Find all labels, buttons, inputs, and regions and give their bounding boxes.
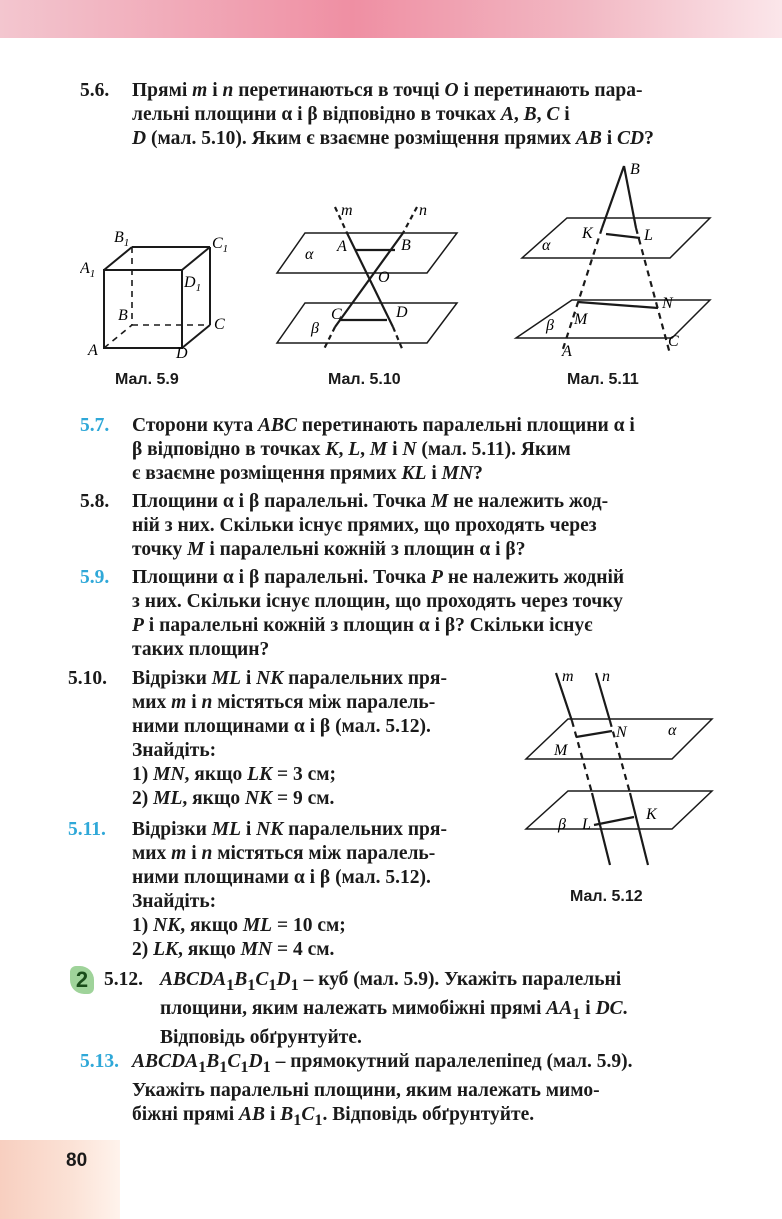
label-beta: β — [546, 317, 554, 334]
text-line: 2) LK, якщо MN = 4 см. — [132, 939, 335, 960]
label-n: n — [419, 202, 427, 219]
exercise-text — [132, 818, 508, 962]
label-alpha: α — [668, 722, 677, 739]
exercise-text — [132, 414, 720, 486]
label-D: D — [176, 345, 188, 360]
exercise-number: 5.8. — [80, 491, 110, 512]
text-line: P і паралельні кожній з площин α і β? Скільки існує — [132, 615, 593, 636]
parallel-segments-diagram — [522, 665, 714, 875]
figure-5-11 — [512, 158, 712, 363]
label-M: M — [554, 742, 568, 759]
caption-5-12: Мал. 5.12 — [570, 888, 643, 905]
label-D1: $D_1$ — [184, 274, 202, 294]
label-beta: β — [311, 320, 319, 337]
text-line: Площини α і β паралельні. Точка P не належить жодній — [132, 567, 625, 588]
text-line: β відповідно в точках K, L, M і N (мал. 5.11). Яким — [132, 439, 571, 460]
exercise-number: 5.12. — [104, 969, 143, 990]
label-M: M — [574, 311, 588, 328]
label-m: m — [562, 668, 574, 685]
label-A: A — [337, 238, 347, 255]
label-C: C — [214, 316, 225, 333]
exercise-5-6 — [80, 79, 720, 155]
label-beta: β — [558, 816, 566, 833]
text-line: $ABCDA_1B_1C_1D_1$ – прямокутний паралелепіпед (мал. 5.9). — [132, 1051, 633, 1076]
page-corner-decor — [0, 1140, 120, 1219]
text-line: є взаємне розміщення прямих KL і MN? — [132, 463, 483, 484]
exercise-5-13 — [80, 1050, 724, 1129]
label-C: C — [668, 333, 679, 350]
exercise-number: 5.10. — [68, 668, 107, 689]
exercise-text — [132, 566, 720, 662]
label-B: B — [401, 237, 411, 254]
label-alpha: α — [542, 237, 551, 254]
text-line: D (мал. 5.10). Яким є взаємне розміщення прямих AB і CD? — [132, 128, 654, 149]
exercise-number: 5.13. — [80, 1051, 119, 1072]
label-K: K — [582, 225, 593, 242]
text-line: площини, яким належать мимобіжні прямі $AA_1$ і DC. — [160, 997, 628, 1023]
caption-5-11: Мал. 5.11 — [567, 371, 639, 388]
cube-diagram — [80, 225, 240, 360]
exercise-text — [160, 968, 724, 1050]
text-line: Укажіть паралельні площини, яким належать мимо- — [132, 1079, 600, 1101]
figure-5-9 — [80, 225, 240, 360]
exercise-number: 5.11. — [68, 819, 106, 840]
label-L: L — [582, 816, 591, 833]
exercise-text — [132, 79, 720, 151]
label-K: K — [646, 806, 657, 823]
figure-5-10 — [275, 195, 465, 360]
exercise-text — [132, 667, 508, 811]
text-line: таких площин? — [132, 639, 270, 660]
label-N: N — [662, 295, 673, 312]
label-A: A — [562, 343, 572, 360]
figure-5-12 — [522, 665, 714, 875]
text-line: ними площинами α і β (мал. 5.12). — [132, 867, 431, 888]
text-line: Знайдіть: — [132, 891, 217, 912]
caption-5-10: Мал. 5.10 — [328, 371, 401, 388]
text-line: точку M і паралельні кожній з площин α і β? — [132, 539, 526, 560]
text-line: Відповідь обґрунтуйте. — [160, 1026, 362, 1048]
exercise-text — [132, 490, 720, 562]
label-A: A — [88, 342, 98, 359]
label-C: C — [331, 306, 342, 323]
top-decor-band — [0, 0, 782, 38]
exercise-number: 5.7. — [80, 415, 110, 436]
exercise-5-7 — [80, 414, 720, 490]
text-line: ними площинами α і β (мал. 5.12). — [132, 716, 431, 737]
text-line: мих m і n містяться між паралель- — [132, 692, 436, 713]
text-line: $ABCDA_1B_1C_1D_1$ – куб (мал. 5.9). Укажіть паралельні — [160, 969, 622, 994]
exercise-number: 5.9. — [80, 567, 110, 588]
label-N: N — [616, 724, 627, 741]
text-line: Сторони кута ABC перетинають паралельні площини α і — [132, 415, 635, 436]
text-line: 2) ML, якщо NK = 9 см. — [132, 788, 335, 809]
exercise-5-8 — [80, 490, 720, 566]
text-line: Відрізки ML і NK паралельних пря- — [132, 668, 447, 689]
exercise-5-10 — [68, 667, 508, 815]
text-line: Знайдіть: — [132, 740, 217, 761]
text-line: біжні прямі AB і $B_1C_1$. Відповідь обґрунтуйте. — [132, 1103, 535, 1129]
label-alpha: α — [305, 246, 314, 263]
text-line: мих m і n містяться між паралель- — [132, 843, 436, 864]
label-n: n — [602, 668, 610, 685]
exercise-number: 5.6. — [80, 80, 110, 101]
text-line: лельні площини α і β відповідно в точках A, B, C і — [132, 104, 570, 125]
label-C1: $C_1$ — [212, 235, 229, 255]
angle-planes-diagram — [512, 158, 712, 363]
label-B1: $B_1$ — [114, 229, 130, 249]
exercise-5-9 — [80, 566, 720, 666]
text-line: 1) MN, якщо LK = 3 см; — [132, 764, 337, 785]
page-number: 80 — [66, 1150, 88, 1171]
label-A1: $A_1$ — [80, 260, 96, 280]
label-B: B — [630, 161, 640, 178]
text-line: 1) NK, якщо ML = 10 см; — [132, 915, 346, 936]
label-B: B — [118, 307, 128, 324]
intersecting-lines-diagram — [275, 195, 465, 360]
label-O: O — [378, 269, 390, 286]
text-line: Прямі m і n перетинаються в точці O і перетинають пара- — [132, 80, 643, 101]
text-line: з них. Скільки існує площин, що проходять через точку — [132, 591, 623, 612]
text-line: Відрізки ML і NK паралельних пря- — [132, 819, 447, 840]
label-D: D — [396, 304, 408, 321]
exercise-5-11 — [68, 818, 508, 966]
difficulty-level-badge: 2 — [70, 966, 94, 994]
label-m: m — [341, 202, 353, 219]
text-line: Площини α і β паралельні. Точка M не належить жод- — [132, 491, 609, 512]
label-L: L — [644, 227, 653, 244]
caption-5-9: Мал. 5.9 — [115, 371, 179, 388]
exercise-5-12 — [104, 968, 724, 1048]
exercise-text — [132, 1050, 724, 1132]
text-line: ній з них. Скільки існує прямих, що проходять через — [132, 515, 597, 536]
